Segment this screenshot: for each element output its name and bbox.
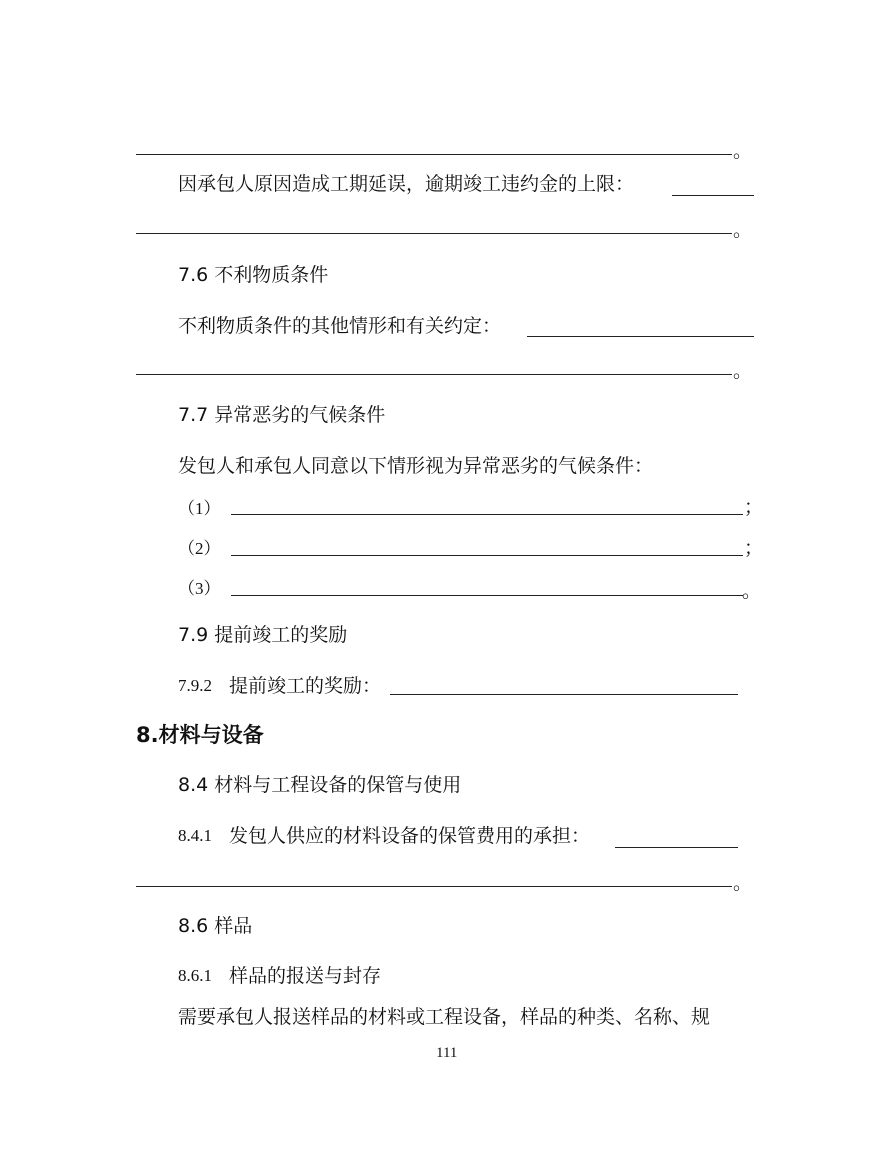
fill-line[interactable] bbox=[136, 374, 732, 375]
delay-cap-label: 因承包人原因造成工期延误，逾期竣工违约金的上限： bbox=[178, 173, 635, 195]
section-8-4-1-text: 发包人供应的材料设备的保管费用的承担： bbox=[229, 825, 591, 847]
semicolon: ； bbox=[744, 537, 764, 559]
fill-line[interactable] bbox=[136, 154, 732, 155]
section-8-6-1-body: 需要承包人报送样品的材料或工程设备，样品的种类、名称、规 bbox=[178, 1006, 711, 1028]
chapter-8-heading: 8.材料与设备 bbox=[136, 723, 264, 747]
section-7-9-2-number: 7.9.2 bbox=[178, 676, 212, 695]
period: 。 bbox=[742, 580, 762, 602]
fill-line[interactable] bbox=[136, 233, 732, 234]
section-8-4-heading: 8.4 材料与工程设备的保管与使用 bbox=[178, 774, 462, 796]
fill-line[interactable] bbox=[231, 595, 743, 596]
fill-line[interactable] bbox=[615, 847, 738, 848]
semicolon: ； bbox=[744, 496, 764, 518]
item-1-label: （1） bbox=[178, 499, 221, 518]
section-7-9-heading: 7.9 提前竣工的奖励 bbox=[178, 624, 348, 646]
fill-line[interactable] bbox=[136, 886, 732, 887]
page-number: 111 bbox=[436, 1045, 458, 1061]
period: 。 bbox=[733, 872, 753, 894]
period: 。 bbox=[733, 360, 753, 382]
section-8-6-1-number: 8.6.1 bbox=[178, 966, 212, 985]
period: 。 bbox=[733, 219, 753, 241]
section-8-6-1-text: 样品的报送与封存 bbox=[229, 965, 382, 987]
fill-line[interactable] bbox=[527, 336, 754, 337]
item-2-label: （2） bbox=[178, 539, 221, 558]
item-3-label: （3） bbox=[178, 579, 221, 598]
fill-line[interactable] bbox=[672, 195, 754, 196]
fill-line[interactable] bbox=[231, 514, 743, 515]
section-7-7-body: 发包人和承包人同意以下情形视为异常恶劣的气候条件： bbox=[178, 455, 654, 477]
section-7-6-heading: 7.6 不利物质条件 bbox=[178, 264, 329, 286]
fill-line[interactable] bbox=[390, 694, 738, 695]
fill-line[interactable] bbox=[231, 555, 743, 556]
section-7-9-2-text: 提前竣工的奖励： bbox=[229, 675, 382, 697]
section-7-7-heading: 7.7 异常恶劣的气候条件 bbox=[178, 404, 386, 426]
section-8-6-heading: 8.6 样品 bbox=[178, 915, 253, 937]
section-7-6-body: 不利物质条件的其他情形和有关约定： bbox=[178, 315, 502, 337]
period: 。 bbox=[733, 140, 753, 162]
section-8-4-1-number: 8.4.1 bbox=[178, 826, 212, 845]
